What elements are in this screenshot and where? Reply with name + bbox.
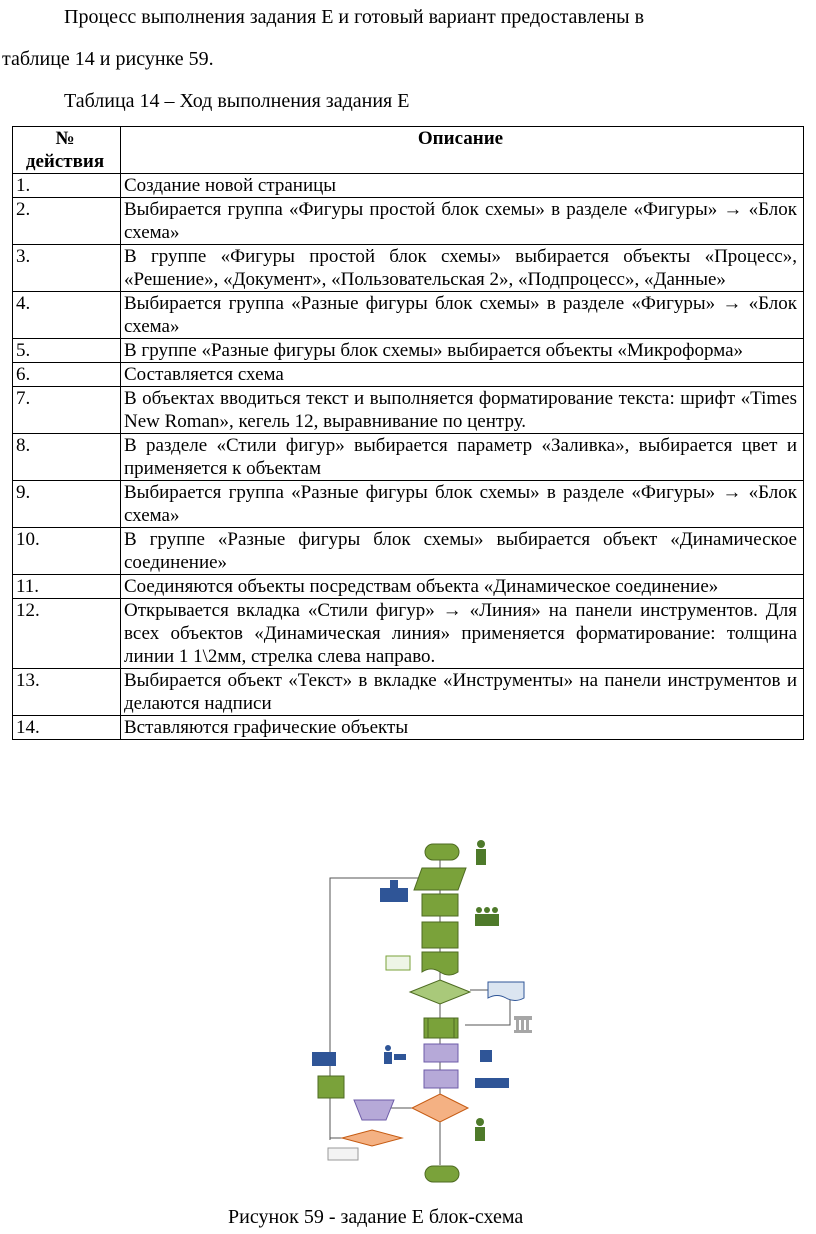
row-description: Выбирается группа «Фигуры простой блок схемы» в разделе «Фигуры» → «Блок схема» [121, 198, 804, 245]
row-description: Выбирается группа «Разные фигуры блок схемы» в разделе «Фигуры» → «Блок схема» [121, 292, 804, 339]
figure-caption: Рисунок 59 - задание Е блок-схема [228, 1206, 524, 1228]
terminator-end [425, 1166, 459, 1182]
row-description: Выбирается объект «Текст» в вкладке «Инструменты» на панели инструментов и делаются надписи [121, 669, 804, 716]
table-row [13, 481, 804, 528]
row-description: Соединяются объекты посредствам объекта «Динамическое соединение» [121, 575, 804, 599]
table-row [13, 174, 804, 198]
row-number: 4. [13, 292, 121, 339]
subprocess-box [424, 1018, 458, 1038]
row-description: Выбирается группа «Разные фигуры блок схемы» в разделе «Фигуры» → «Блок схема» [121, 481, 804, 528]
process-box [422, 922, 458, 948]
row-description: В группе «Разные фигуры блок схемы» выбирается объекты «Микроформа» [121, 339, 804, 363]
decision-shape [342, 1130, 402, 1146]
table-row [13, 716, 804, 740]
table-row [13, 292, 804, 339]
row-description: Вставляются графические объекты [121, 716, 804, 740]
row-description: В группе «Фигуры простой блок схемы» выбирается объекты «Процесс», «Решение», «Документ», «Пользовательская 2», «Подпроцесс», «Данные» [121, 245, 804, 292]
intro-line-2: таблице 14 и рисунке 59. [2, 48, 214, 70]
row-description: В объектах вводиться текст и выполняется форматирование текста: шрифт «Times New Roman», кегель 12, выравнивание по центру. [121, 387, 804, 434]
row-description: Создание новой страницы [121, 174, 804, 198]
table-caption: Таблица 14 – Ход выполнения задания Е [64, 90, 410, 112]
table-row [13, 339, 804, 363]
flowchart-figure [270, 830, 570, 1190]
manual-shape [354, 1100, 394, 1120]
header-description: Описание [121, 127, 804, 174]
process-box [424, 1070, 458, 1088]
side-document [488, 982, 524, 1001]
row-number: 8. [13, 434, 121, 481]
row-number: 14. [13, 716, 121, 740]
row-description: Составляется схема [121, 363, 804, 387]
table-header-row [13, 127, 804, 174]
decision-shape [410, 980, 470, 1004]
row-number: 9. [13, 481, 121, 528]
data-shape [414, 868, 466, 890]
decision-shape [412, 1094, 468, 1122]
microform-shape [386, 956, 410, 970]
table-row [13, 599, 804, 669]
row-description: Открывается вкладка «Стили фигур» → «Линия» на панели инструментов. Для всех объектов «Динамическая линия» применяется форматирование: толщина линии 1 1\2мм, стрелка слева направо. [121, 599, 804, 669]
header-number [13, 127, 121, 174]
row-number: 10. [13, 528, 121, 575]
legend-box [328, 1148, 358, 1160]
process-box [424, 1044, 458, 1062]
steps-table [12, 126, 804, 740]
row-number: 7. [13, 387, 121, 434]
table-row [13, 575, 804, 599]
row-number: 2. [13, 198, 121, 245]
row-description: В группе «Разные фигуры блок схемы» выбирается объект «Динамическое соединение» [121, 528, 804, 575]
table-row [13, 245, 804, 292]
row-number: 12. [13, 599, 121, 669]
row-number: 6. [13, 363, 121, 387]
header-number-label: № действия [25, 128, 105, 172]
table-row [13, 434, 804, 481]
intro-line-1: Процесс выполнения задания Е и готовый вариант предоставлены в [64, 6, 645, 28]
row-number: 5. [13, 339, 121, 363]
row-number: 11. [13, 575, 121, 599]
process-box [422, 894, 458, 916]
process-box [318, 1076, 344, 1098]
terminator-start [425, 844, 459, 860]
row-number: 13. [13, 669, 121, 716]
table-row [13, 669, 804, 716]
row-description: В разделе «Стили фигур» выбирается параметр «Заливка», выбирается цвет и применяется к объектам [121, 434, 804, 481]
table-row [13, 198, 804, 245]
table-row [13, 528, 804, 575]
document-shape [422, 952, 458, 975]
table-row [13, 387, 804, 434]
row-number: 1. [13, 174, 121, 198]
row-number: 3. [13, 245, 121, 292]
table-row [13, 363, 804, 387]
